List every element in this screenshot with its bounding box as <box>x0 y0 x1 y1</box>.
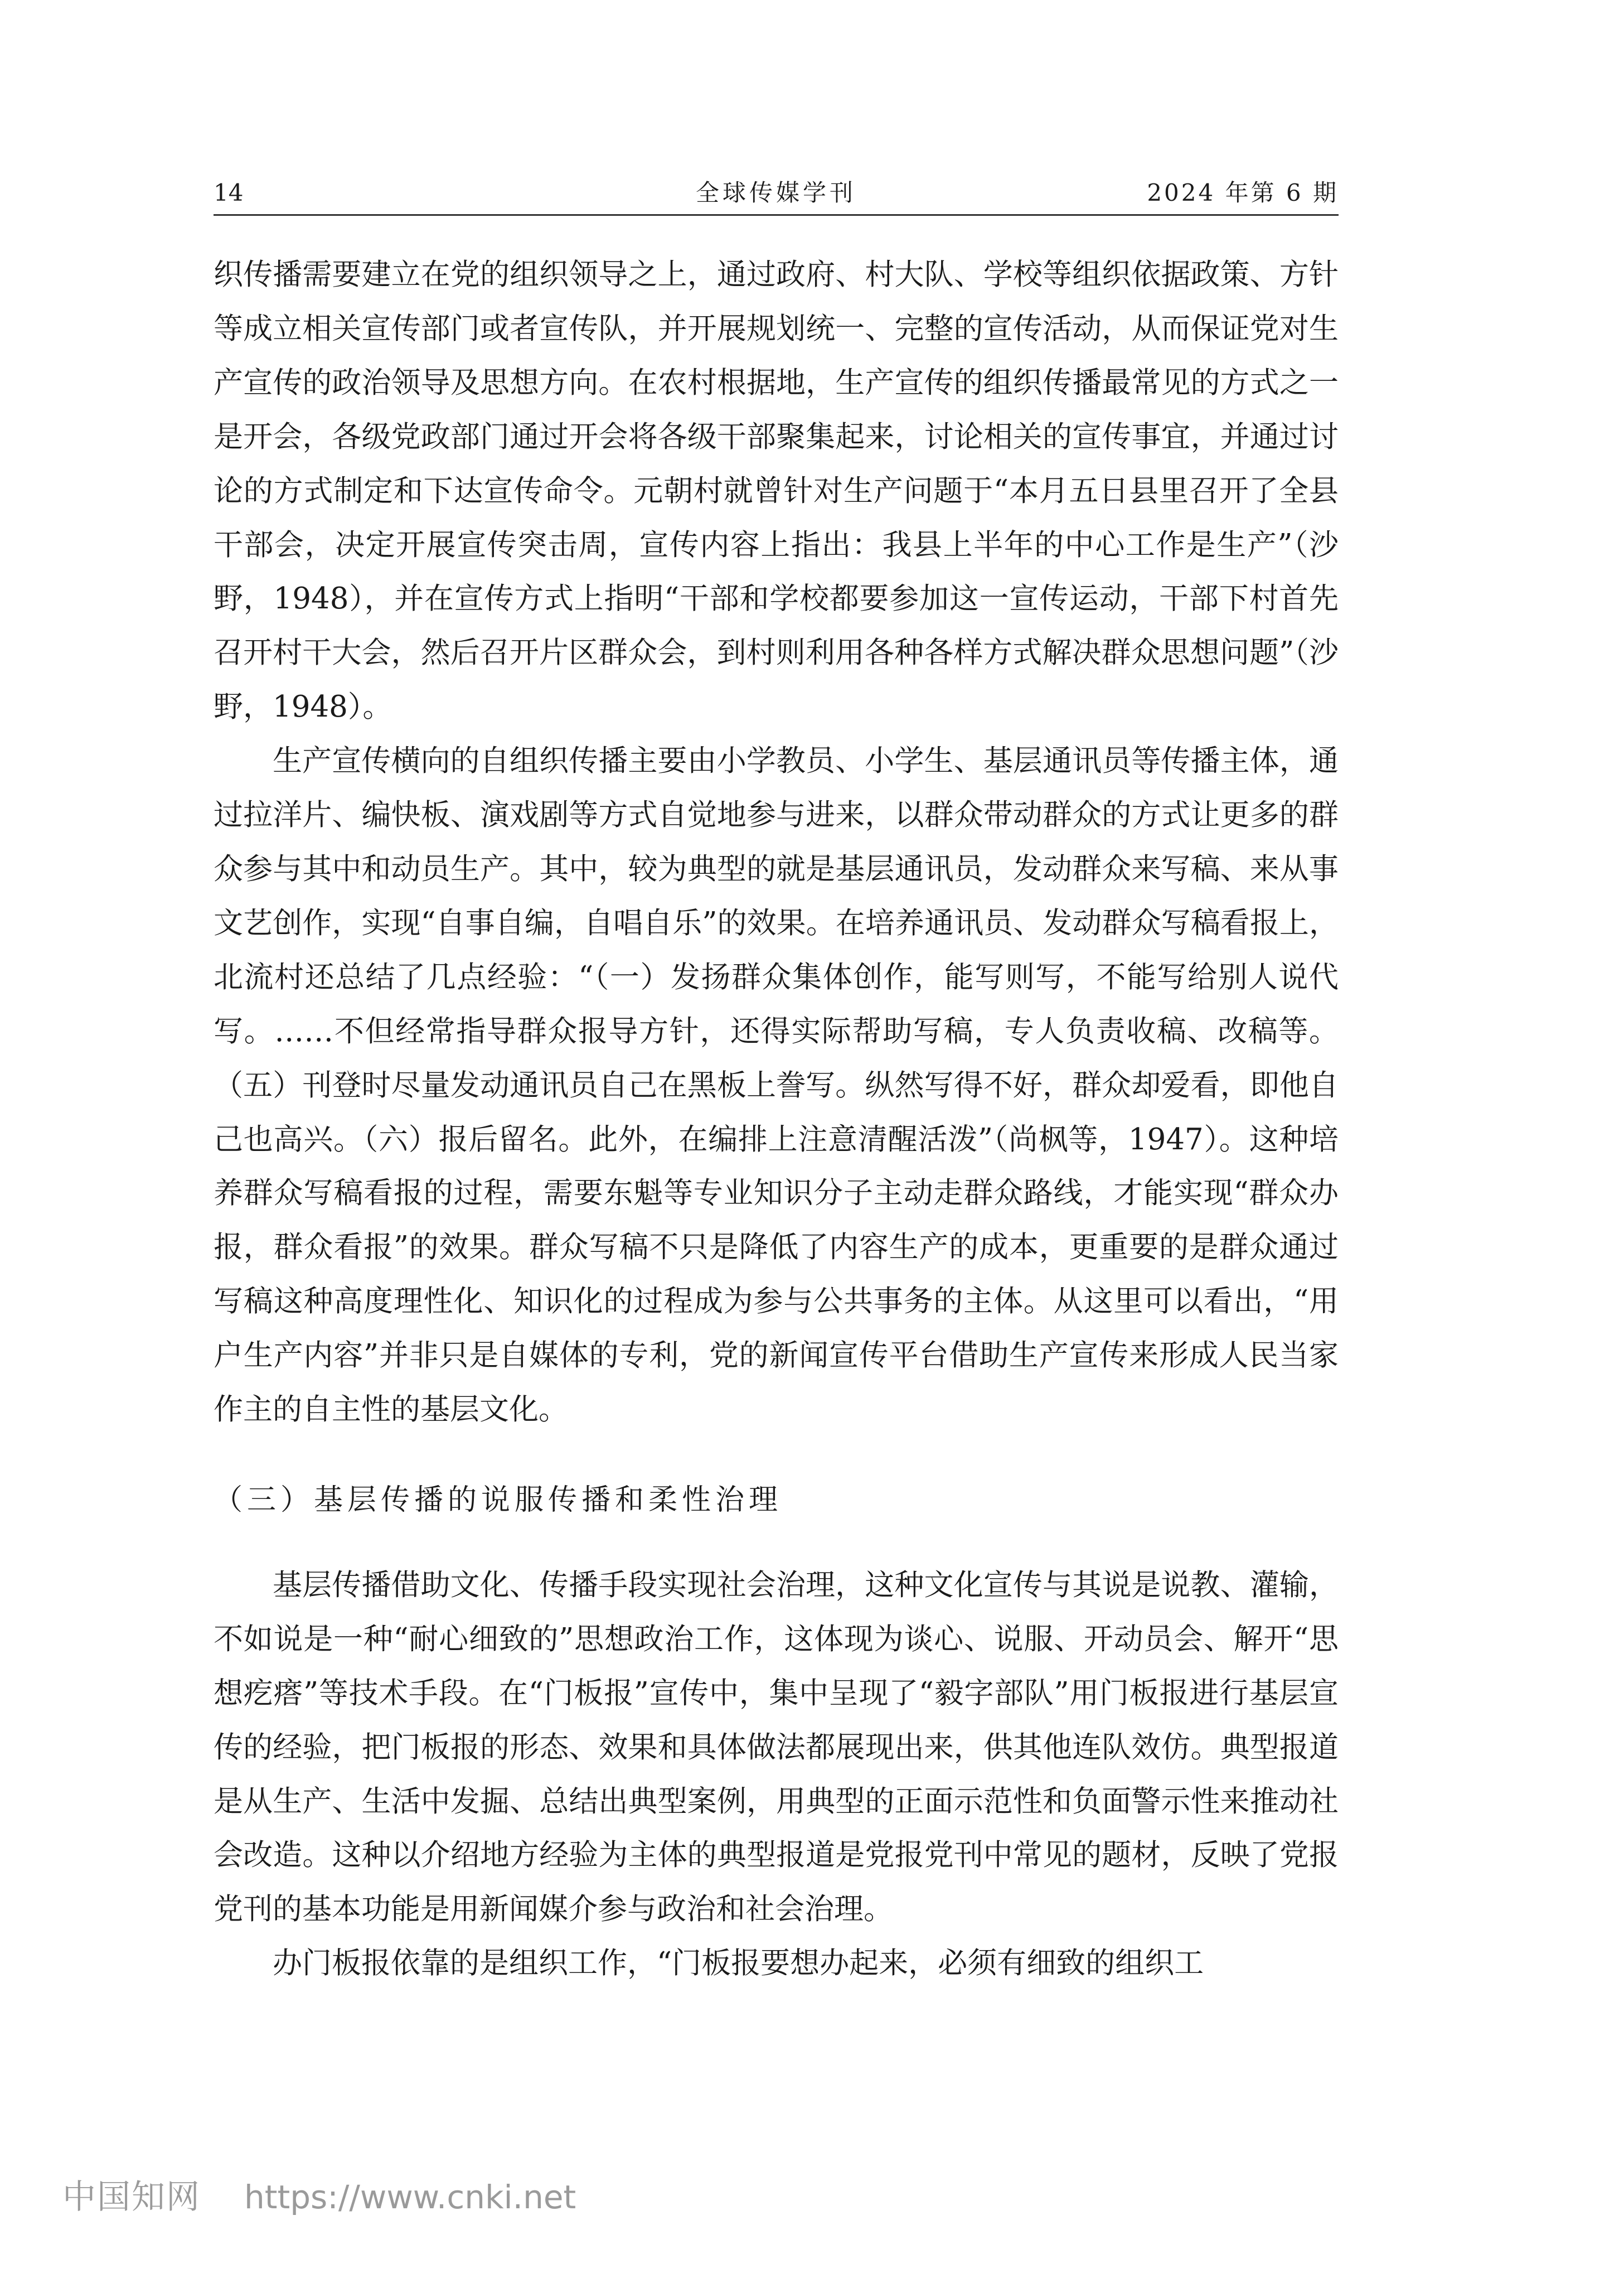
journal-title: 全球传媒学刊 <box>695 179 856 206</box>
watermark-url: https://www.cnki.net <box>244 2178 576 2216</box>
paragraph: 生产宣传横向的自组织传播主要由小学教员、小学生、基层通讯员等传播主体，通过拉洋片、编快板、演戏剧等方式自觉地参与进来，以群众带动群众的方式让更多的群众参与其中和动员生产。其中，较为典型的就是基层通讯员，发动群众来写稿、来从事文艺创作，实现“自事自编，自唱自乐”的效果。在培养通讯员、发动群众写稿看报上，北流村还总结了几点经验：“（一）发扬群众集体创作，能写则写，不能写给别人说代写。……不但经常指导群众报导方针，还得实际帮助写稿，专人负责收稿、改稿等。（五）刊登时尽量发动通讯员自己在黑板上誊写。纵然写得不好，群众却爱看，即他自己也高兴。（六）报后留名。此外，在编排上注意清醒活泼”（尚枫等，1947）。这种培养群众写稿看报的过程，需要东魁等专业知识分子主动走群众路线，才能实现“群众办报，群众看报”的效果。群众写稿不只是降低了内容生产的成本，更重要的是群众通过写稿这种高度理性化、知识化的过程成为参与公共事务的主体。从这里可以看出，“用户生产内容”并非只是自媒体的专利，党的新闻宣传平台借助生产宣传来形成人民当家作主的自主性的基层文化。 <box>214 744 1339 1427</box>
header-rule <box>214 214 1339 216</box>
running-header <box>214 176 1339 210</box>
paragraph: 办门板报依靠的是组织工作，“门板报要想办起来，必须有细致的组织工 <box>273 1946 1204 1981</box>
paragraph: 基层传播借助文化、传播手段实现社会治理，这种文化宣传与其说是说教、灌输，不如说是一种“耐心细致的”思想政治工作，这体现为谈心、说服、开动员会、解开“思想疙瘩”等技术手段。在“门板报”宣传中，集中呈现了“毅字部队”用门板报进行基层宣传的经验，把门板报的形态、效果和具体做法都展现出来，供其他连队效仿。典型报道是从生产、生活中发掘、总结出典型案例，用典型的正面示范性和负面警示性来推动社会改造。这种以介绍地方经验为主体的典型报道是党报党刊中常见的题材，反映了党报党刊的基本功能是用新闻媒介参与政治和社会治理。 <box>214 1568 1339 1927</box>
section-heading: （三）基层传播的说服传播和柔性治理 <box>214 1483 783 1517</box>
cnki-watermark <box>62 2175 576 2219</box>
paragraph-continued: 织传播需要建立在党的组织领导之上，通过政府、村大队、学校等组织依据政策、方针等成立相关宣传部门或者宣传队，并开展规划统一、完整的宣传活动，从而保证党对生产宣传的政治领导及思想方向。在农村根据地，生产宣传的组织传播最常见的方式之一是开会，各级党政部门通过开会将各级干部聚集起来，讨论相关的宣传事宜，并通过讨论的方式制定和下达宣传命令。元朝村就曾针对生产问题于“本月五日县里召开了全县干部会，决定开展宣传突击周，宣传内容上指出：我县上半年的中心工作是生产”（沙野，1948），并在宣传方式上指明“干部和学校都要参加这一宣传运动，干部下村首先召开村干大会，然后召开片区群众会，到村则利用各种各样方式解决群众思想问题”（沙野，1948）。 <box>214 258 1339 724</box>
watermark-brand: 中国知网 <box>62 2178 201 2217</box>
issue-label: 2024 年第 6 期 <box>1147 179 1339 206</box>
page-number: 14 <box>214 179 244 206</box>
article-body <box>214 248 1339 1991</box>
